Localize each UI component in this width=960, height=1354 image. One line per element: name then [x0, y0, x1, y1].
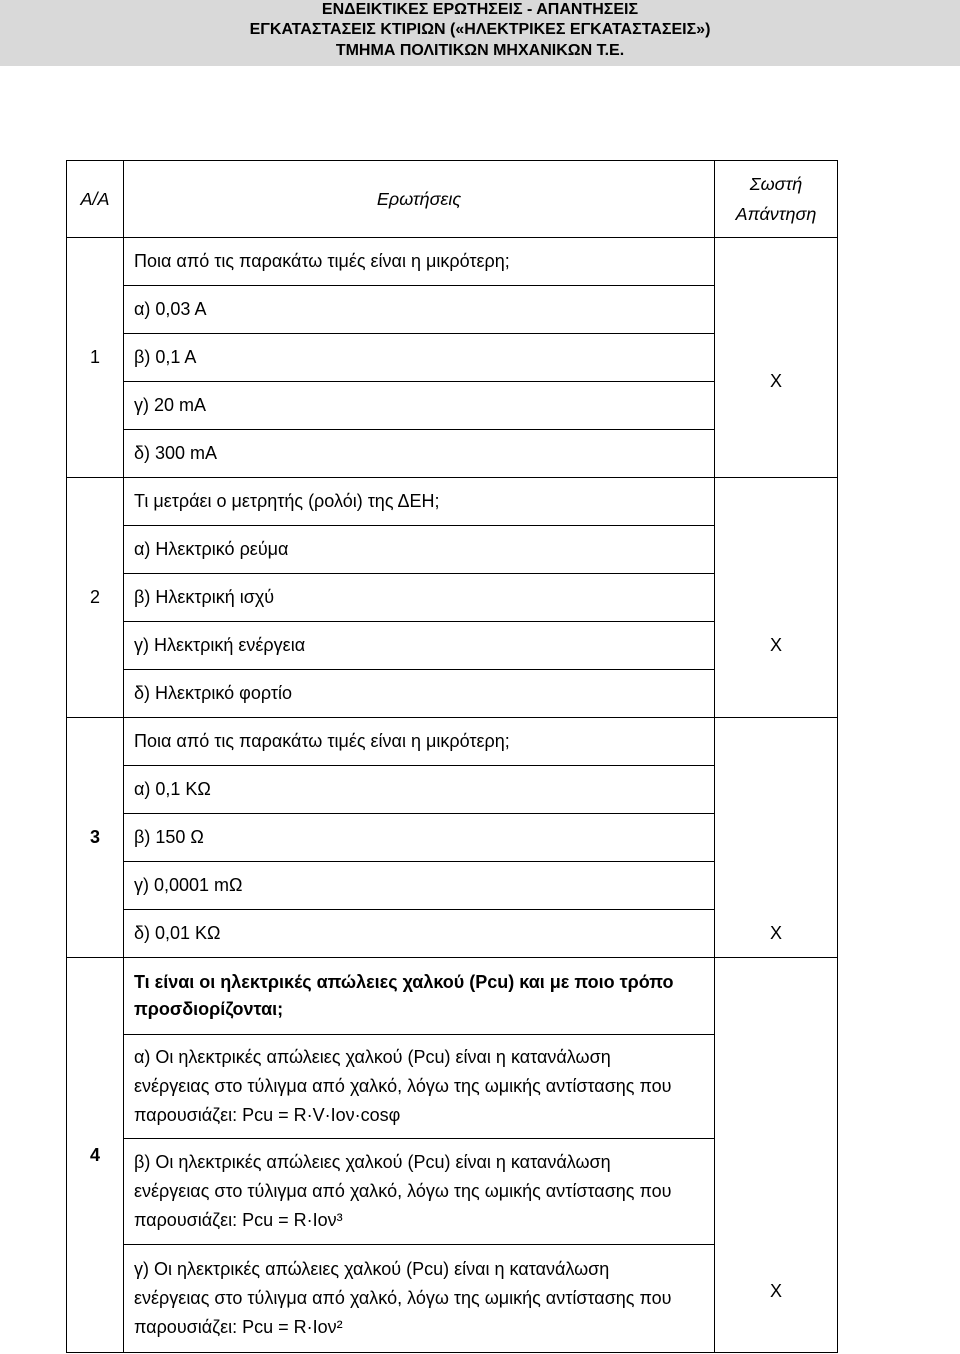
question-number: 4 — [67, 958, 124, 1353]
answer-option: γ) 0,0001 mΩ — [124, 862, 715, 910]
answer-option-line: β) Οι ηλεκτρικές απώλειες χαλκού (Pcu) είναι η κατανάλωση — [134, 1152, 611, 1172]
answer-option-line: ενέργειας στο τύλιγμα από χαλκό, λόγω της ωμικής αντίστασης που — [134, 1288, 672, 1308]
question-text: Ποια από τις παρακάτω τιμές είναι η μικρότερη; — [124, 718, 715, 766]
table-row — [67, 958, 838, 1035]
answer-option: β) 0,1 Α — [124, 334, 715, 382]
answer-option-line: παρουσιάζει: Pcu = R·Iον³ — [134, 1210, 343, 1230]
answer-option: β) 150 Ω — [124, 814, 715, 862]
answer-option: γ) 20 mΑ — [124, 382, 715, 430]
answer-option-line: παρουσιάζει: Pcu = R·Iον² — [134, 1317, 343, 1337]
column-header-aa: Α/Α — [67, 161, 124, 238]
answer-mark: X — [715, 478, 838, 718]
questions-table — [66, 160, 838, 1353]
header-line-3: ΤΜΗΜΑ ΠΟΛΙΤΙΚΩΝ ΜΗΧΑΝΙΚΩΝ Τ.Ε. — [335, 42, 625, 59]
answer-option: δ) Ηλεκτρικό φορτίο — [124, 670, 715, 718]
header-line-1: ΕΝΔΕΙΚΤΙΚΕΣ ΕΡΩΤΗΣΕΙΣ - ΑΠΑΝΤΗΣΕΙΣ — [321, 1, 639, 18]
answer-option: α) Ηλεκτρικό ρεύμα — [124, 526, 715, 574]
question-number: 2 — [67, 478, 124, 718]
answer-option — [124, 1245, 715, 1353]
answer-option: γ) Ηλεκτρική ενέργεια — [124, 622, 715, 670]
question-text-line1: Τι είναι οι ηλεκτρικές απώλειες χαλκού (Pcu) και με ποιο τρόπο — [134, 972, 674, 992]
answer-option: α) 0,03 Α — [124, 286, 715, 334]
question-text — [124, 958, 715, 1035]
answer-option — [124, 1035, 715, 1139]
question-text-line2: προσδιορίζονται; — [134, 999, 284, 1019]
column-header-questions: Ερωτήσεις — [124, 161, 715, 238]
answer-mark: X — [715, 958, 838, 1353]
answer-option-line: α) Οι ηλεκτρικές απώλειες χαλκού (Pcu) είναι η κατανάλωση — [134, 1047, 611, 1067]
header-line-2: ΕΓΚΑΤΑΣΤΑΣΕΙΣ ΚΤΙΡΙΩΝ («ΗΛΕΚΤΡΙΚΕΣ ΕΓΚΑΤΑΣΤΑΣΕΙΣ») — [249, 21, 711, 38]
question-text: Ποια από τις παρακάτω τιμές είναι η μικρότερη; — [124, 238, 715, 286]
table-header-row — [67, 161, 838, 238]
answer-option — [124, 1139, 715, 1245]
question-text: Τι μετράει ο μετρητής (ρολόι) της ΔΕΗ; — [124, 478, 715, 526]
document-header — [0, 0, 960, 66]
question-number: 3 — [67, 718, 124, 958]
question-number: 1 — [67, 238, 124, 478]
answer-option: δ) 0,01 ΚΩ — [124, 910, 715, 958]
answer-option-line: ενέργειας στο τύλιγμα από χαλκό, λόγω της ωμικής αντίστασης που — [134, 1076, 672, 1096]
answer-option: β) Ηλεκτρική ισχύ — [124, 574, 715, 622]
answer-option-line: γ) Οι ηλεκτρικές απώλειες χαλκού (Pcu) είναι η κατανάλωση — [134, 1259, 610, 1279]
answer-option: δ) 300 mΑ — [124, 430, 715, 478]
column-header-answer-line1: Σωστή — [749, 174, 803, 194]
table-row — [67, 718, 838, 766]
answer-option: α) 0,1 ΚΩ — [124, 766, 715, 814]
answer-option-line: ενέργειας στο τύλιγμα από χαλκό, λόγω της ωμικής αντίστασης που — [134, 1181, 672, 1201]
column-header-correct-answer — [715, 161, 838, 238]
table-row — [67, 478, 838, 526]
answer-mark: X — [715, 238, 838, 478]
answer-mark: X — [715, 718, 838, 958]
column-header-answer-line2: Απάντηση — [735, 204, 817, 224]
answer-option-line: παρουσιάζει: Pcu = R·V·Iον·cosφ — [134, 1105, 401, 1125]
table-row — [67, 238, 838, 286]
